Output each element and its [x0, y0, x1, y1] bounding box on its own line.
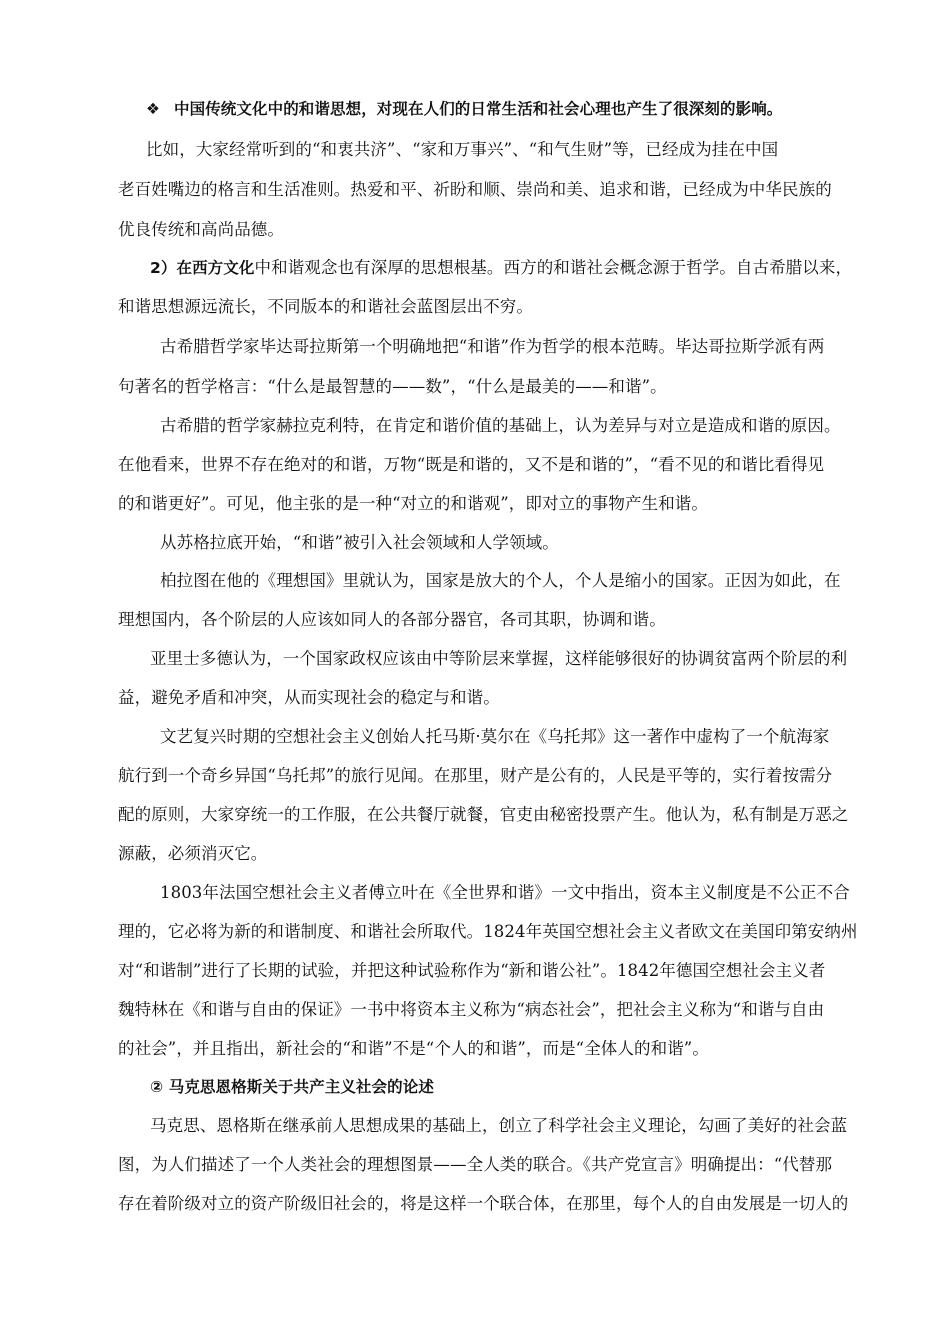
paragraph-line: 的社会”，并且指出，新社会的“和谐”不是“个人的和谐”，而是“全体人的和谐”。 — [118, 1039, 709, 1058]
paragraph-line: 老百姓嘴边的格言和生活准则。热爱和平、祈盼和顺、崇尚和美、追求和谐，已经成为中华民族的 — [118, 180, 832, 199]
bullet-heading: ❖ 中国传统文化中的和谐思想，对现在人们的日常生活和社会心理也产生了很深刻的影响。 — [146, 100, 783, 118]
paragraph-line: 句著名的哲学格言：“什么是最智慧的——数”，“什么是最美的——和谐”。 — [118, 377, 667, 396]
paragraph-line: 益，避免矛盾和冲突，从而实现社会的稳定与和谐。 — [118, 688, 500, 707]
western-culture-heading: 2）在西方文化 — [150, 259, 255, 277]
diamond-bullet-icon: ❖ — [146, 100, 160, 118]
paragraph-line: 存在着阶级对立的资产阶级旧社会的，将是这样一个联合体，在那里，每个人的自由发展是一切人的 — [118, 1194, 849, 1213]
paragraph-line: 理的，它必将为新的和谐制度、和谐社会所取代。1824年英国空想社会主义者欧文在美国印第安纳州 — [118, 922, 858, 941]
paragraph-line: 古希腊的哲学家赫拉克利特，在肯定和谐价值的基础上，认为差异与对立是造成和谐的原因。 — [160, 416, 841, 435]
western-culture-line: 2）在西方文化中和谐观念也有深厚的思想根基。西方的和谐社会概念源于哲学。自古希腊以来， — [150, 258, 853, 277]
paragraph-line: 1803年法国空想社会主义者傅立叶在《全世界和谐》一文中指出，资本主义制度是不公正不合 — [160, 883, 850, 902]
paragraph-line: 在他看来，世界不存在绝对的和谐，万物“既是和谐的，又不是和谐的”，“看不见的和谐比看得见 — [118, 455, 825, 474]
paragraph-line: 源蔽，必须消灭它。 — [118, 844, 268, 863]
paragraph-line: 马克思、恩格斯在继承前人思想成果的基础上，创立了科学社会主义理论，勾画了美好的社会蓝 — [150, 1116, 848, 1135]
paragraph-line: 和谐思想源远流长，不同版本的和谐社会蓝图层出不穷。 — [118, 297, 533, 316]
paragraph-line: 从苏格拉底开始，“和谐”被引入社会领域和人学领域。 — [160, 533, 559, 552]
paragraph-line: 魏特林在《和谐与自由的保证》一书中将资本主义称为“病态社会”，把社会主义称为“和谐与自由 — [118, 1000, 825, 1019]
paragraph-line: 图，为人们描述了一个人类社会的理想图景——全人类的联合。《共产党宣言》明确提出：“代替那 — [118, 1155, 833, 1174]
paragraph-line: 对“和谐制”进行了长期的试验，并把这种试验称作为“新和谐公社”。1842年德国空想社会主义者 — [118, 961, 826, 980]
marx-engels-heading: ② 马克思恩格斯关于共产主义社会的论述 — [150, 1078, 434, 1096]
paragraph-line: 配的原则，大家穿统一的工作服，在公共餐厅就餐，官吏由秘密投票产生。他认为，私有制是万恶之 — [118, 805, 849, 824]
paragraph-line: 古希腊哲学家毕达哥拉斯第一个明确地把“和谐”作为哲学的根本范畴。毕达哥拉斯学派有两 — [160, 337, 825, 356]
paragraph-line: 航行到一个奇乡异国“乌托邦”的旅行见闻。在那里，财产是公有的，人民是平等的，实行着按需分 — [118, 766, 833, 785]
paragraph-line: 亚里士多德认为，一个国家政权应该由中等阶层来掌握，这样能够很好的协调贫富两个阶层的利 — [150, 649, 848, 668]
paragraph-line: 文艺复兴时期的空想社会主义创始人托马斯·莫尔在《乌托邦》这一著作中虚构了一个航海家 — [160, 727, 830, 746]
paragraph-line: 理想国内，各个阶层的人应该如同人的各部分器官，各司其职，协调和谐。 — [118, 610, 666, 629]
paragraph-line: 柏拉图在他的《理想国》里就认为，国家是放大的个人，个人是缩小的国家。正因为如此，在 — [160, 571, 841, 590]
paragraph-line: 优良传统和高尚品德。 — [118, 220, 284, 239]
paragraph-line: 的和谐更好”。可见，他主张的是一种“对立的和谐观”，即对立的事物产生和谐。 — [118, 494, 709, 513]
paragraph-line: 比如，大家经常听到的“和衷共济”、“家和万事兴”、“和气生财”等，已经成为挂在中国 — [146, 140, 779, 159]
